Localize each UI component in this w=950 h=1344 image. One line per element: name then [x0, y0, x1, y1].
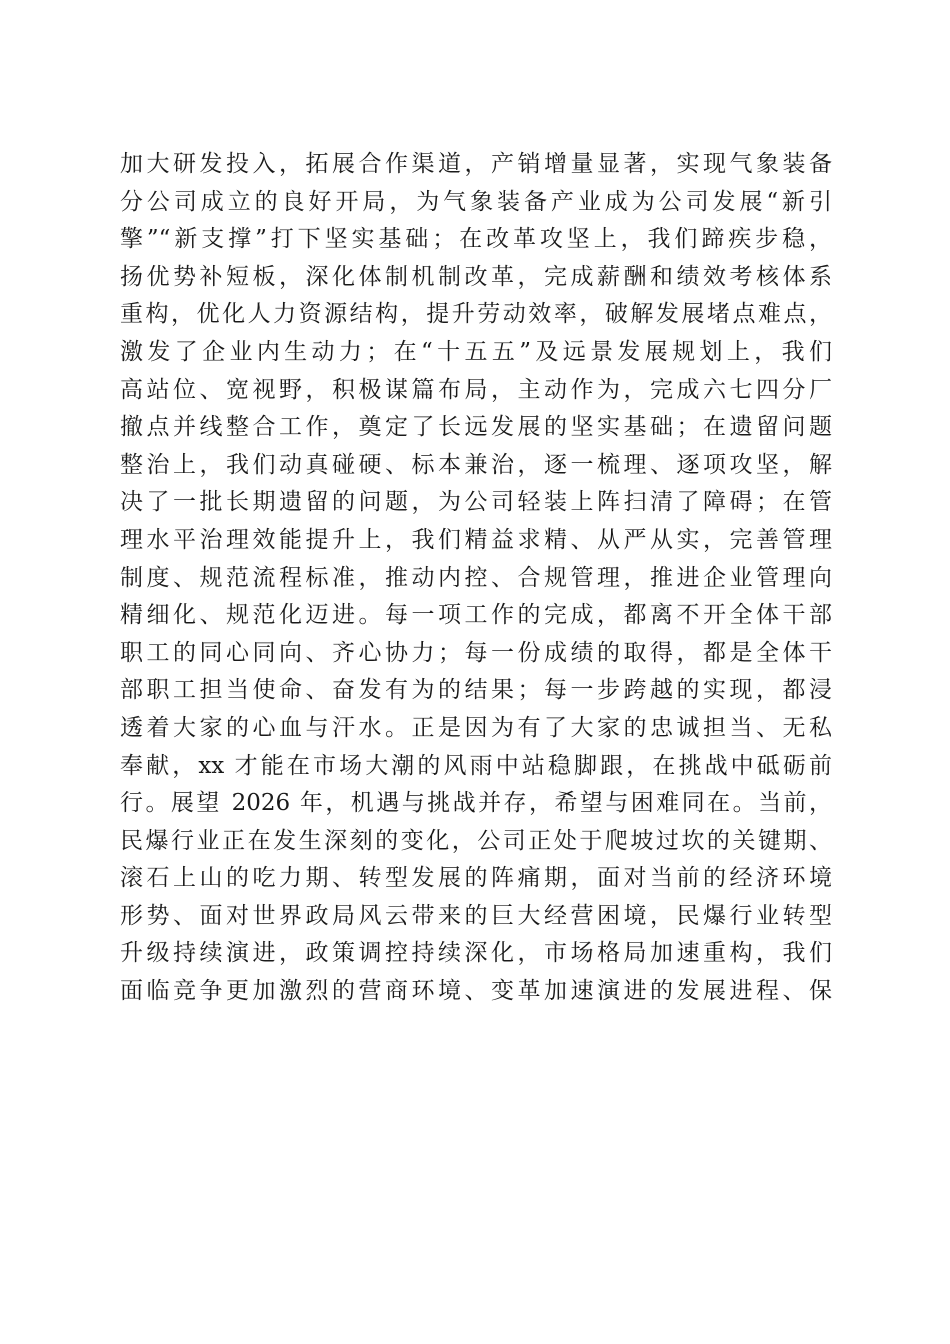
text-line: 擎”“新支撑”打下坚实基础；在改革攻坚上，我们蹄疾步稳， — [120, 226, 832, 253]
text-line: 部职工担当使命、奋发有为的结果；每一步跨越的实现，都浸 — [120, 677, 832, 704]
text-line: 制度、规范流程标准，推动内控、合规管理，推进企业管理向 — [120, 564, 832, 591]
text-line: 行。展望 2026 年，机遇与挑战并存，希望与困难同在。当前， — [120, 790, 832, 817]
text-line: 分公司成立的良好开局，为气象装备产业成为公司发展“新引 — [120, 188, 832, 215]
text-line: 撤点并线整合工作，奠定了长远发展的坚实基础；在遗留问题 — [120, 414, 832, 441]
text-line: 整治上，我们动真碰硬、标本兼治，逐一梳理、逐项攻坚，解 — [120, 451, 832, 478]
text-line: 重构，优化人力资源结构，提升劳动效率，破解发展堵点难点， — [120, 301, 832, 328]
body-paragraph — [120, 146, 832, 1011]
text-line: 决了一批长期遗留的问题，为公司轻装上阵扫清了障碍；在管 — [120, 489, 832, 516]
text-line: 精细化、规范化迈进。每一项工作的完成，都离不开全体干部 — [120, 602, 832, 629]
text-line: 透着大家的心血与汗水。正是因为有了大家的忠诚担当、无私 — [120, 714, 832, 741]
text-line: 奉献，xx 才能在市场大潮的风雨中站稳脚跟，在挑战中砥砺前 — [120, 752, 832, 779]
text-line: 升级持续演进，政策调控持续深化，市场格局加速重构，我们 — [120, 940, 832, 967]
text-line: 激发了企业内生动力；在“十五五”及远景发展规划上，我们 — [120, 338, 832, 365]
text-line: 高站位、宽视野，积极谋篇布局，主动作为，完成六七四分厂 — [120, 376, 832, 403]
text-line: 民爆行业正在发生深刻的变化，公司正处于爬坡过坎的关键期、 — [120, 827, 832, 854]
text-line: 面临竞争更加激烈的营商环境、变革加速演进的发展进程、保 — [120, 978, 832, 1005]
text-line: 理水平治理效能提升上，我们精益求精、从严从实，完善管理 — [120, 526, 832, 553]
text-line: 扬优势补短板，深化体制机制改革，完成薪酬和绩效考核体系 — [120, 263, 832, 290]
text-line: 形势、面对世界政局风云带来的巨大经营困境，民爆行业转型 — [120, 902, 832, 929]
text-line: 滚石上山的吃力期、转型发展的阵痛期，面对当前的经济环境 — [120, 865, 832, 892]
text-line: 加大研发投入，拓展合作渠道，产销增量显著，实现气象装备 — [120, 151, 832, 177]
text-line: 职工的同心同向、齐心协力；每一份成绩的取得，都是全体干 — [120, 639, 832, 666]
